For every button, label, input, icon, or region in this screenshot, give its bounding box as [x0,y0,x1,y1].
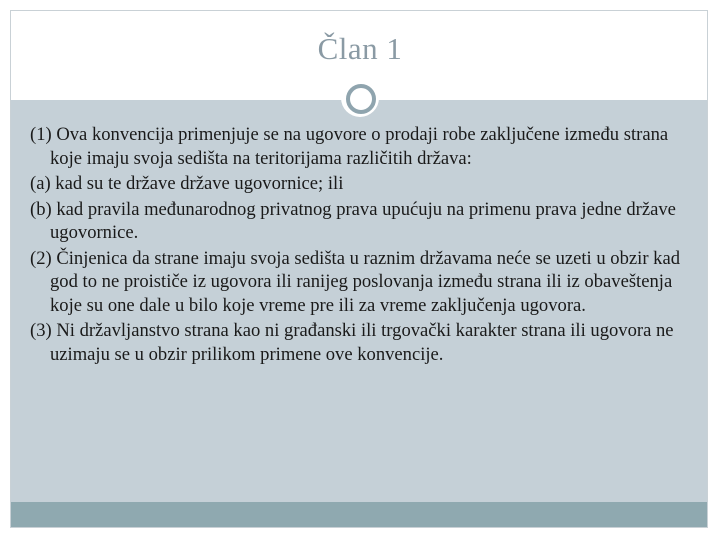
slide-title: Član 1 [317,31,403,66]
paragraph-3: (3) Ni državljanstvo strana kao ni građanski ili trgovački karakter strana ili ugovora ne uzimaju se u obzir prilikom primene ove konvencije. [30,320,674,365]
footer-bar [11,502,707,527]
slide-body-text [30,123,694,368]
circle-ornament-icon [341,79,379,117]
paragraph-1a: (a) kad su te države države ugovornice; ili [30,173,344,194]
paragraph-1: (1) Ova konvencija primenjuje se na ugovore o prodaji robe zaključene između strana koje imaju svoja sedišta na teritorijama različitih država: [30,124,669,169]
ring-icon [346,84,376,114]
paragraph-1b: (b) kad pravila međunarodnog privatnog prava upućuju na primenu prava jedne države ugovornice. [30,198,676,243]
paragraph-2: (2) Činjenica da strane imaju svoja sedišta u raznim državama neće se uzeti u obzir kad god to ne proističe iz ugovora ili ranijeg poslovanja između strana ili iz obaveštenja koje su one dale u bilo koje vreme pre ili za vreme zaključenja ugovora. [30,247,681,316]
